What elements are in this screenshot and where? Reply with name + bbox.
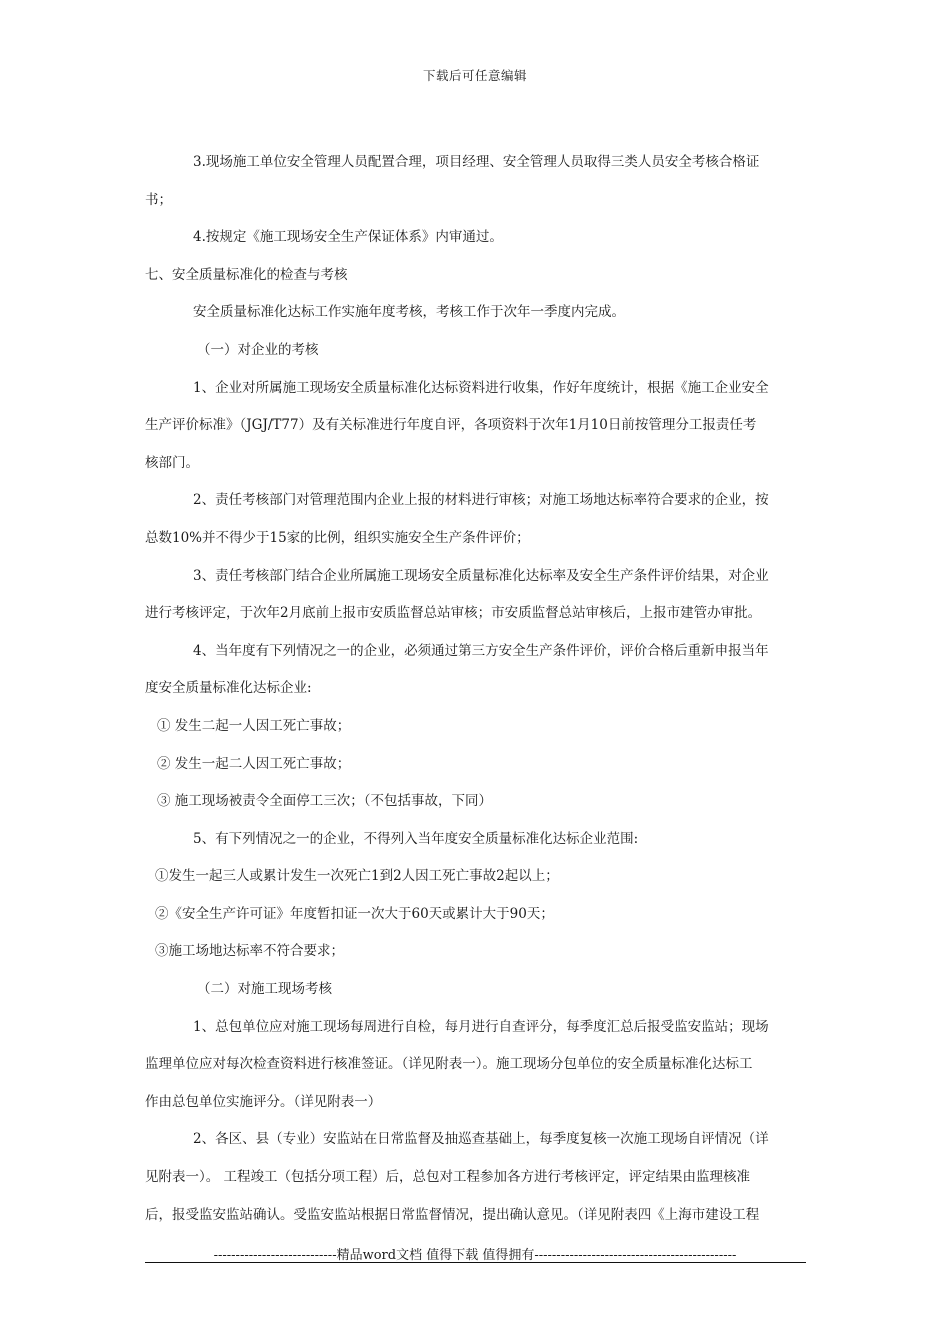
- paragraph-line: 进行考核评定，于次年2月底前上报市安质监督总站审核；市安质监督总站审核后，上报市建管办审批。: [145, 605, 762, 622]
- footer-divider: [145, 1262, 806, 1263]
- paragraph-line: 作由总包单位实施评分。（详见附表一）: [145, 1093, 382, 1110]
- list-item: ① 发生二起一人因工死亡事故；: [157, 717, 351, 734]
- paragraph-line: 1、企业对所属施工现场安全质量标准化达标资料进行收集，作好年度统计，根据《施工企业安全: [193, 379, 769, 396]
- paragraph-line: 3、责任考核部门结合企业所属施工现场安全质量标准化达标率及安全生产条件评价结果，对企业: [193, 567, 769, 584]
- paragraph-line: 4、当年度有下列情况之一的企业，必须通过第三方安全生产条件评价，评价合格后重新申报当年: [193, 642, 769, 659]
- footer-text: ----------------------------精品word文档 值得下载 值得拥有----------------------------------------------: [213, 1248, 737, 1263]
- paragraph-line: 3.现场施工单位安全管理人员配置合理，项目经理、安全管理人员取得三类人员安全考核合格证: [193, 154, 760, 170]
- subsection-heading: （二）对施工现场考核: [197, 981, 332, 998]
- list-item: ②《安全生产许可证》年度暂扣证一次大于60天或累计大于90天；: [155, 905, 554, 922]
- paragraph-line: 1、总包单位应对施工现场每周进行自检，每月进行自查评分，每季度汇总后报受监安监站；现场: [193, 1018, 769, 1035]
- paragraph-line: 总数10%并不得少于15家的比例，组织实施安全生产条件评价；: [145, 529, 530, 546]
- paragraph-line: 度安全质量标准化达标企业:: [145, 680, 312, 697]
- paragraph-line: 监理单位应对每次检查资料进行核准签证。（详见附表一）。施工现场分包单位的安全质量标准化达标工: [145, 1056, 753, 1073]
- document-body: [145, 144, 805, 1234]
- paragraph-line: 书；: [145, 191, 172, 208]
- list-item: ③施工场地达标率不符合要求；: [155, 943, 344, 960]
- paragraph-line: 后，报受监安监站确认。受监安监站根据日常监督情况，提出确认意见。（详见附表四《上海市建设工程: [145, 1206, 760, 1223]
- paragraph-line: 2、各区、县（专业）安监站在日常监督及抽巡查基础上，每季度复核一次施工现场自评情况（详: [193, 1131, 769, 1148]
- paragraph-line: 5、有下列情况之一的企业，不得列入当年度安全质量标准化达标企业范围:: [193, 830, 639, 847]
- paragraph-line: 见附表一）。 工程竣工（包括分项工程）后，总包对工程参加各方进行考核评定，评定结果由监理核准: [145, 1169, 751, 1186]
- paragraph-line: 4.按规定《施工现场安全生产保证体系》内审通过。: [193, 229, 503, 246]
- subsection-heading: （一）对企业的考核: [197, 341, 319, 358]
- paragraph-line: 生产评价标准》（JGJ/T77）及有关标准进行年度自评，各项资料于次年1月10日前按管理分工报责任考: [145, 417, 757, 434]
- list-item: ③ 施工现场被责令全面停工三次；（不包括事故，下同）: [157, 793, 493, 810]
- list-item: ② 发生一起二人因工死亡事故；: [157, 755, 351, 772]
- section-heading: 七、安全质量标准化的检查与考核: [145, 266, 348, 283]
- list-item: ①发生一起三人或累计发生一次死亡1到2人因工死亡事故2起以上；: [155, 868, 559, 885]
- paragraph-line: 核部门。: [145, 454, 199, 471]
- paragraph-line: 2、责任考核部门对管理范围内企业上报的材料进行审核；对施工场地达标率符合要求的企业，按: [193, 492, 769, 509]
- paragraph-line: 安全质量标准化达标工作实施年度考核，考核工作于次年一季度内完成。: [193, 304, 625, 321]
- header-note: 下载后可任意编辑: [422, 68, 527, 83]
